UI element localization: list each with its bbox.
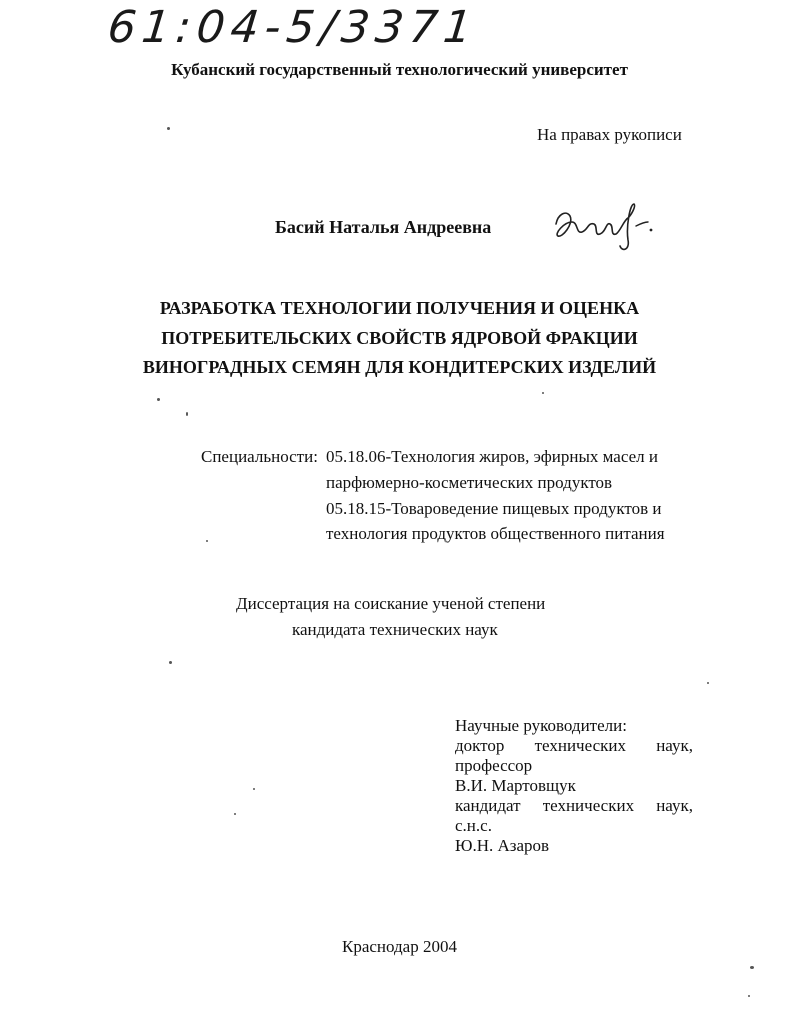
specialty-line-1: 05.18.06-Технология жиров, эфирных масел и xyxy=(326,447,658,466)
scan-speck xyxy=(542,392,544,394)
advisor-2-degree-word: технических xyxy=(542,796,635,815)
dissertation-title-line-3: ВИНОГРАДНЫХ СЕМЯН ДЛЯ КОНДИТЕРСКИХ ИЗДЕЛИЙ xyxy=(142,357,657,377)
scan-speck xyxy=(186,412,188,416)
scan-speck xyxy=(750,966,754,969)
advisor-1-degree-word: наук, xyxy=(656,736,693,755)
scan-speck xyxy=(234,813,236,815)
scan-speck xyxy=(253,788,255,790)
advisor-2-name: Ю.Н. Азаров xyxy=(455,836,550,855)
dissertation-title-line-2: ПОТРЕБИТЕЛЬСКИХ СВОЙСТВ ЯДРОВОЙ ФРАКЦИИ xyxy=(161,328,638,348)
specialty-line-2: парфюмерно-косметических продуктов xyxy=(326,473,613,492)
advisor-1-title: профессор xyxy=(455,756,533,775)
dissertation-degree-line-2: кандидата технических наук xyxy=(292,620,498,639)
city-year: Краснодар 2004 xyxy=(342,937,457,956)
specialties-label: Специальности: xyxy=(201,447,318,466)
advisor-1-degree-word: технических xyxy=(534,736,626,755)
dissertation-degree-line-1: Диссертация на соискание ученой степени xyxy=(236,594,546,613)
advisors-heading: Научные руководители: xyxy=(455,716,627,735)
scan-speck xyxy=(748,995,750,997)
specialty-line-4: технология продуктов общественного питания xyxy=(326,524,665,543)
scan-speck xyxy=(206,540,208,542)
rights-notice: На правах рукописи xyxy=(537,125,682,144)
specialty-line-3: 05.18.15-Товароведение пищевых продуктов и xyxy=(326,499,662,518)
author-name: Басий Наталья Андреевна xyxy=(275,217,492,237)
advisors-block xyxy=(455,716,693,856)
advisor-1-degree-word: доктор xyxy=(455,736,505,755)
scan-speck xyxy=(169,661,172,664)
scan-speck xyxy=(157,398,160,401)
scan-speck xyxy=(707,682,709,684)
archive-number-handwritten: 61:04-5/3371 xyxy=(105,2,481,53)
university-name: Кубанский государственный технологический университет xyxy=(171,60,628,79)
advisor-2-degree-word: наук, xyxy=(656,796,693,815)
advisor-2-title: с.н.с. xyxy=(455,816,492,835)
scan-speck xyxy=(167,127,170,130)
author-signature-image xyxy=(548,196,658,261)
advisor-2-degree-word: кандидат xyxy=(455,796,521,815)
advisor-1-degree xyxy=(455,736,693,756)
dissertation-title-line-1: РАЗРАБОТКА ТЕХНОЛОГИИ ПОЛУЧЕНИЯ И ОЦЕНКА xyxy=(159,298,640,318)
advisor-2-degree xyxy=(455,796,693,816)
advisor-1-name: В.И. Мартовщук xyxy=(455,776,576,795)
